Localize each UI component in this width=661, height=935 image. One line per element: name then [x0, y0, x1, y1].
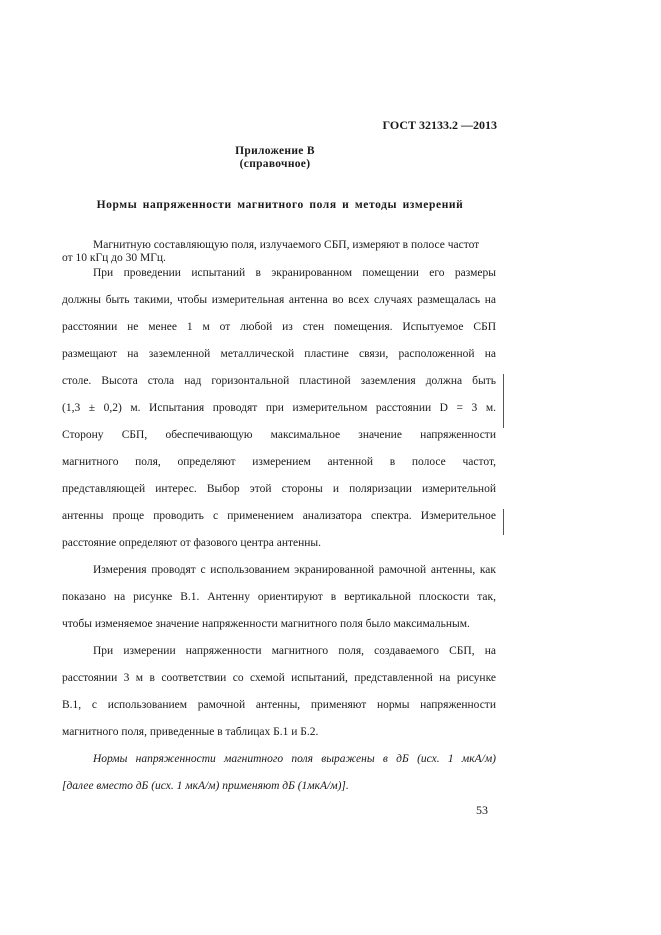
text-line: При проведении испытаний в экранированном помещении его размеры [93, 267, 496, 279]
text-line: расстоянии не менее 1 м от любой из стен помещения. Испытуемое СБП [62, 321, 496, 333]
section-title: Нормы напряженности магнитного поля и методы измерений [96, 199, 464, 211]
standard-code: ГОСТ 32133.2 —2013 [382, 118, 497, 132]
text-line: магнитного поля, определяют измерением антенной в полосе частот, [62, 456, 496, 468]
text-line: от 10 кГц до 30 МГц. [62, 252, 166, 264]
revision-margin-mark [503, 509, 504, 535]
text-line: (1,3 ± 0,2) м. Испытания проводят при измерительном расстоянии D = 3 м. [62, 402, 496, 414]
text-line: Нормы напряженности магнитного поля выражены в дБ (исх. 1 мкА/м) [93, 753, 496, 765]
text-line: должны быть такими, чтобы измерительная антенна во всех случаях размещалась на [62, 294, 496, 306]
page-number: 53 [476, 803, 488, 817]
text-line: Измерения проводят с использованием экранированной рамочной антенны, как [93, 564, 496, 576]
text-line: показано на рисунке В.1. Антенну ориентируют в вертикальной плоскости так, [62, 591, 496, 603]
text-line: чтобы изменяемое значение напряженности магнитного поля было максимальным. [62, 618, 470, 630]
text-line: При измерении напряженности магнитного поля, создаваемого СБП, на [93, 645, 496, 657]
revision-margin-mark [503, 374, 504, 428]
text-line: [далее вместо дБ (исх. 1 мкА/м) применяют дБ (1мкА/м)]. [62, 780, 349, 792]
text-line: представляющей интерес. Выбор этой стороны и поляризации измерительной [62, 483, 496, 495]
text-line: антенны проще проводить с применением анализатора спектра. Измерительное [62, 510, 496, 522]
text-line: расстояние определяют от фазового центра антенны. [62, 537, 322, 549]
text-line: расстоянии 3 м в соответствии со схемой испытаний, представленной на рисунке [62, 672, 496, 684]
text-line: Магнитную составляющую поля, излучаемого СБП, измеряют в полосе частот [93, 239, 480, 251]
appendix-title: Приложение В [235, 145, 315, 157]
text-line: столе. Высота стола над горизонтальной пластиной заземления должна быть [62, 375, 496, 387]
appendix-subtitle: (справочное) [239, 158, 311, 170]
text-line: размещают на заземленной металлической пластине связи, расположенной на [62, 348, 496, 360]
text-line: Сторону СБП, обеспечивающую максимальное значение напряженности [62, 429, 496, 441]
text-line: магнитного поля, приведенные в таблицах Б.1 и Б.2. [62, 726, 319, 738]
text-line: В.1, с использованием рамочной антенны, применяют нормы напряженности [62, 699, 496, 711]
